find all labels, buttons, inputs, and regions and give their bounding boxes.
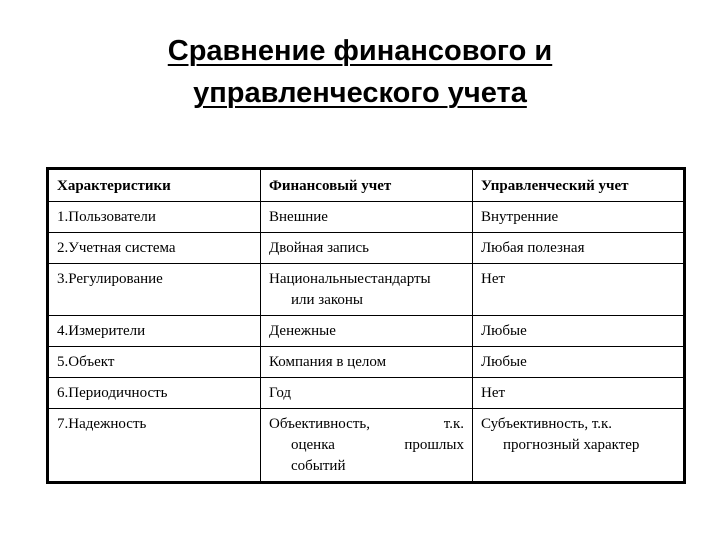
cell-text-fragment: Объективность,: [269, 416, 370, 432]
cell-text-line: прогнозный характер: [503, 437, 640, 453]
cell-text-line: или законы: [291, 292, 364, 308]
comparison-table: [46, 167, 686, 484]
cell-financial: [261, 409, 473, 483]
header-characteristics: Характеристики: [48, 169, 261, 202]
cell-text-line: Субъективность, т.к.: [481, 416, 613, 432]
cell-managerial: Внутренние: [473, 202, 685, 233]
cell-financial: Двойная запись: [261, 233, 473, 264]
cell-text-fragment: т.к.: [443, 416, 464, 432]
cell-characteristic: 3.Регулирование: [48, 264, 261, 316]
cell-managerial: Любые: [473, 316, 685, 347]
cell-text-line: [269, 414, 464, 435]
table-row: [48, 233, 685, 264]
cell-characteristic: 4.Измерители: [48, 316, 261, 347]
cell-characteristic: 2.Учетная система: [48, 233, 261, 264]
table-row: [48, 316, 685, 347]
table-header-row: [48, 169, 685, 202]
comparison-table-container: [46, 167, 686, 484]
cell-financial: Компания в целом: [261, 347, 473, 378]
cell-managerial: [473, 409, 685, 483]
cell-managerial: Любая полезная: [473, 233, 685, 264]
cell-characteristic: 5.Объект: [48, 347, 261, 378]
cell-managerial: Любые: [473, 347, 685, 378]
cell-text-line: Национальныестандарты: [269, 271, 431, 287]
table-row: [48, 409, 685, 483]
cell-managerial: Нет: [473, 264, 685, 316]
cell-text-line: [269, 435, 464, 456]
cell-characteristic: 6.Периодичность: [48, 378, 261, 409]
header-managerial: Управленческий учет: [473, 169, 685, 202]
table-row: [48, 378, 685, 409]
cell-text-fragment: прошлых: [404, 437, 464, 453]
cell-financial: Год: [261, 378, 473, 409]
slide-title: [0, 30, 720, 114]
cell-characteristic: 1.Пользователи: [48, 202, 261, 233]
cell-text-line: событий: [291, 458, 346, 474]
table-row: [48, 202, 685, 233]
cell-financial: Внешние: [261, 202, 473, 233]
cell-text-fragment: оценка: [291, 437, 335, 453]
table-row: [48, 264, 685, 316]
cell-financial: [261, 264, 473, 316]
header-financial: Финансовый учет: [261, 169, 473, 202]
cell-characteristic: 7.Надежность: [48, 409, 261, 483]
table-row: [48, 347, 685, 378]
title-line-1: Сравнение финансового и: [167, 35, 553, 67]
cell-financial: Денежные: [261, 316, 473, 347]
cell-managerial: Нет: [473, 378, 685, 409]
title-line-2: управленческого учета: [193, 77, 527, 109]
